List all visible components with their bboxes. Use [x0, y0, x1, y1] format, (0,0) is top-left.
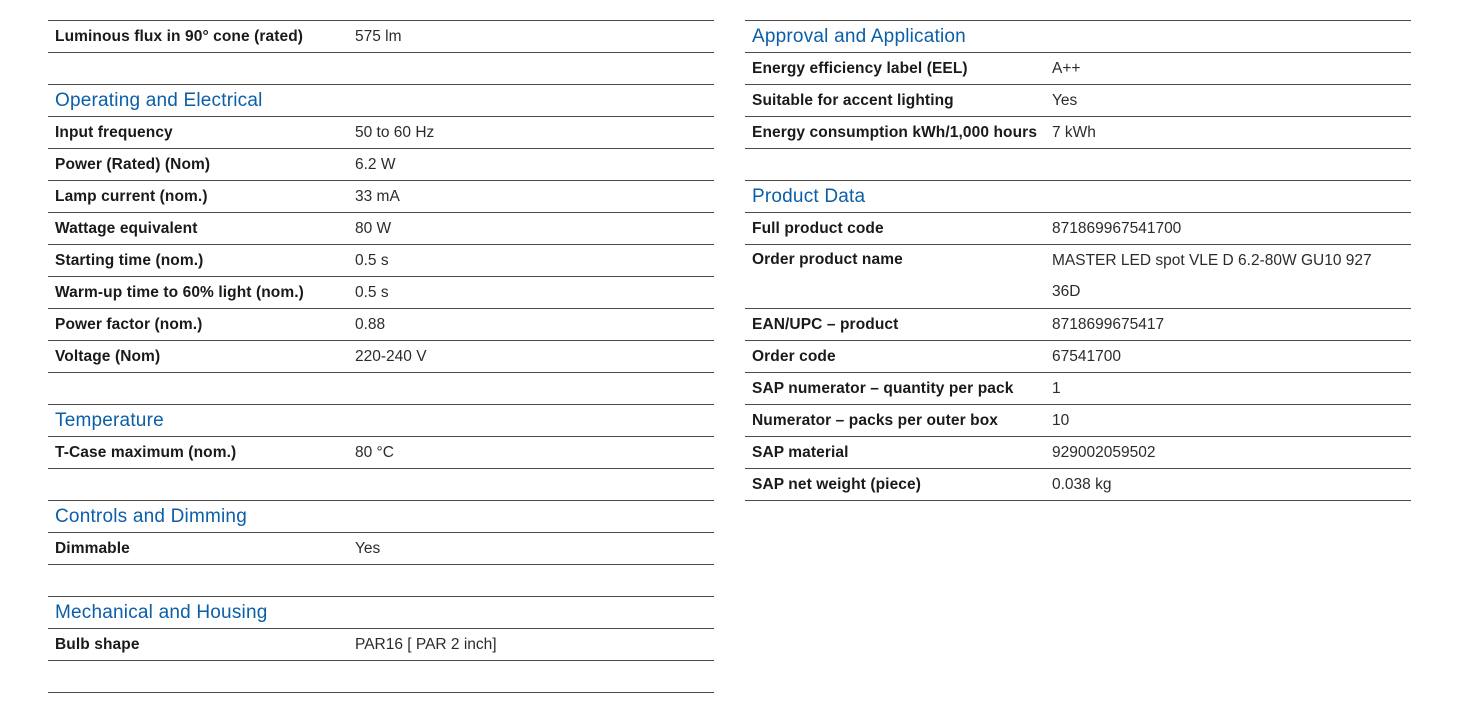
left-spec-column	[48, 20, 714, 693]
section-spacer	[48, 372, 714, 404]
spec-label: Power (Rated) (Nom)	[55, 155, 211, 173]
section-heading-temperature	[48, 404, 714, 436]
spec-label: Wattage equivalent	[55, 219, 198, 237]
section-heading-operating	[48, 84, 714, 116]
spec-value: 0.5 s	[355, 283, 389, 301]
section-title: Product Data	[752, 185, 866, 207]
spec-row	[48, 532, 714, 564]
spec-row	[48, 148, 714, 180]
spec-row	[48, 180, 714, 212]
section-heading-approval	[745, 20, 1411, 52]
spec-label: Order code	[752, 347, 836, 365]
spec-value: 6.2 W	[355, 155, 396, 173]
section-spacer	[48, 52, 714, 84]
spec-row	[745, 244, 1411, 308]
spec-row	[48, 20, 714, 52]
spec-row	[745, 84, 1411, 116]
spec-label: Warm-up time to 60% light (nom.)	[55, 283, 304, 301]
spec-label: Starting time (nom.)	[55, 251, 204, 269]
spec-value: 80 °C	[355, 443, 394, 461]
spec-label: Numerator – packs per outer box	[752, 411, 999, 429]
spec-label: SAP material	[752, 443, 849, 461]
spec-label: Energy consumption kWh/1,000 hours	[752, 123, 1038, 141]
spec-row	[745, 340, 1411, 372]
spec-value: 929002059502	[1052, 443, 1156, 461]
right-spec-column	[745, 20, 1411, 501]
spec-row	[745, 308, 1411, 340]
spec-value: 7 kWh	[1052, 123, 1096, 141]
spec-row	[745, 404, 1411, 436]
spec-label: Dimmable	[55, 539, 130, 557]
spec-row	[48, 628, 714, 660]
spec-value: 8718699675417	[1052, 315, 1165, 333]
section-spacer	[48, 468, 714, 500]
section-heading-mechanical	[48, 596, 714, 628]
spec-row	[48, 212, 714, 244]
spec-value: 0.88	[355, 315, 386, 333]
spec-value: 220-240 V	[355, 347, 427, 365]
spec-value: MASTER LED spot VLE D 6.2-80W GU10 927 36D	[1052, 252, 1372, 300]
spec-row	[745, 116, 1411, 148]
spec-value: 80 W	[355, 219, 392, 237]
spec-label: Power factor (nom.)	[55, 315, 203, 333]
section-title: Approval and Application	[752, 25, 966, 47]
section-heading-controls	[48, 500, 714, 532]
spec-label: Order product name	[752, 251, 903, 268]
spec-row	[48, 244, 714, 276]
spec-row	[48, 276, 714, 308]
spec-value: 0.5 s	[355, 251, 389, 269]
section-spacer	[48, 564, 714, 596]
spec-value: Yes	[1052, 91, 1078, 109]
spec-value: 50 to 60 Hz	[355, 123, 435, 141]
spec-label: Lamp current (nom.)	[55, 187, 208, 205]
section-spacer	[48, 660, 714, 693]
spec-value: A++	[1052, 59, 1081, 77]
spec-label: EAN/UPC – product	[752, 315, 899, 333]
spec-value: Yes	[355, 539, 381, 557]
section-spacer	[745, 148, 1411, 180]
spec-value: 33 mA	[355, 187, 400, 205]
spec-label: Luminous flux in 90° cone (rated)	[55, 27, 304, 45]
spec-row	[48, 436, 714, 468]
spec-label: SAP net weight (piece)	[752, 475, 921, 493]
spec-label: Full product code	[752, 219, 884, 237]
spec-value: 575 lm	[355, 27, 402, 45]
spec-label: SAP numerator – quantity per pack	[752, 379, 1014, 397]
spec-row	[745, 372, 1411, 404]
spec-value: 10	[1052, 411, 1070, 429]
spec-row	[745, 52, 1411, 84]
section-heading-product	[745, 180, 1411, 212]
spec-label: Suitable for accent lighting	[752, 91, 954, 109]
spec-label: T-Case maximum (nom.)	[55, 443, 237, 461]
spec-row	[745, 468, 1411, 501]
spec-row	[48, 308, 714, 340]
spec-value: 67541700	[1052, 347, 1121, 365]
spec-row	[745, 212, 1411, 244]
section-title: Controls and Dimming	[55, 505, 247, 527]
spec-label: Bulb shape	[55, 635, 140, 653]
spec-value: 871869967541700	[1052, 219, 1182, 237]
section-title: Temperature	[55, 409, 164, 431]
spec-row	[48, 116, 714, 148]
spec-label: Energy efficiency label (EEL)	[752, 59, 968, 77]
spec-row	[745, 436, 1411, 468]
section-title: Mechanical and Housing	[55, 601, 268, 623]
section-title: Operating and Electrical	[55, 89, 263, 111]
spec-value: 1	[1052, 379, 1061, 397]
spec-label: Input frequency	[55, 123, 173, 141]
spec-value: 0.038 kg	[1052, 475, 1112, 493]
spec-value: PAR16 [ PAR 2 inch]	[355, 635, 497, 653]
spec-label: Voltage (Nom)	[55, 347, 161, 365]
spec-row	[48, 340, 714, 372]
